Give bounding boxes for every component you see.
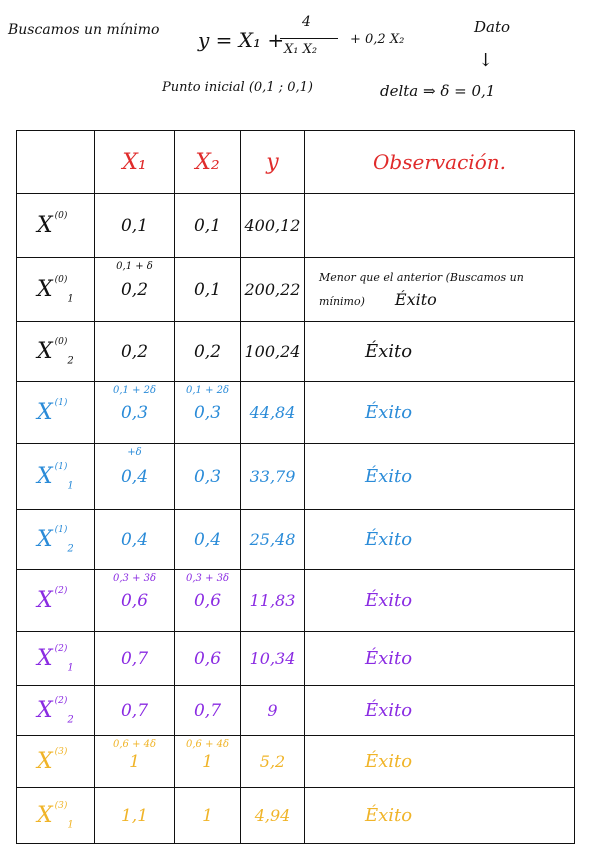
point-symbol: X [37, 645, 53, 671]
header-y: y [241, 131, 305, 194]
x1-cell [95, 258, 175, 322]
y-value: 25,48 [241, 510, 305, 570]
table-row [17, 632, 575, 686]
point-symbol: X [37, 463, 53, 489]
formula-lhs: y = X₁ + [198, 28, 285, 52]
point-symbol: X [37, 212, 53, 238]
point-symbol: X [37, 587, 53, 613]
formula-tail: + 0,2 X₂ [350, 32, 405, 47]
x2-cell [175, 322, 241, 382]
observation-note: Menor que el anterior (Buscamos un mínimo) [319, 270, 524, 308]
x2-value: 0,3 [193, 466, 222, 487]
x1-value: 0,6 [120, 590, 149, 611]
x1-value: 1 [129, 751, 140, 772]
y-value: 4,94 [241, 788, 305, 844]
x2-cell [175, 632, 241, 686]
table-row [17, 258, 575, 322]
x1-value: 0,4 [120, 466, 149, 487]
x1-value: 0,1 [120, 215, 149, 236]
observation-cell: Éxito [305, 382, 575, 444]
table-row [17, 788, 575, 844]
point-symbol: X [37, 276, 53, 302]
point-label [17, 322, 95, 382]
x1-cell [95, 444, 175, 510]
x2-expression: 0,3 + 3δ [185, 573, 230, 584]
y-value: 11,83 [241, 570, 305, 632]
iteration-superscript: (3) [54, 800, 68, 811]
point-symbol: X [37, 526, 53, 552]
point-label [17, 258, 95, 322]
y-value: 10,34 [241, 632, 305, 686]
table-row [17, 194, 575, 258]
step-subscript: 2 [67, 714, 74, 726]
x1-cell [95, 322, 175, 382]
table-row [17, 570, 575, 632]
y-value: 200,22 [241, 258, 305, 322]
table-body [17, 194, 575, 844]
point-label [17, 788, 95, 844]
x2-cell [175, 736, 241, 788]
objective-function [198, 8, 418, 58]
x1-value: 0,4 [120, 529, 149, 550]
iteration-superscript: (3) [54, 746, 68, 757]
x1-cell [95, 570, 175, 632]
formula-denominator: X₁ X₂ [284, 42, 318, 57]
x2-value: 0,6 [193, 590, 222, 611]
x1-cell [95, 194, 175, 258]
table-row [17, 736, 575, 788]
x2-value: 0,1 [193, 215, 222, 236]
x1-cell [95, 736, 175, 788]
observation-cell: Éxito [305, 686, 575, 736]
iteration-superscript: (0) [54, 210, 68, 221]
x1-expression: 0,3 + 3δ [112, 573, 157, 584]
x1-cell [95, 788, 175, 844]
observation-cell: Éxito [305, 632, 575, 686]
y-value: 100,24 [241, 322, 305, 382]
step-subscript: 2 [67, 355, 74, 367]
iteration-superscript: (0) [54, 336, 68, 347]
observation-result: Éxito [394, 289, 437, 309]
iteration-superscript: (2) [54, 585, 68, 596]
x1-cell [95, 382, 175, 444]
point-symbol: X [37, 802, 53, 828]
table-header-row [17, 131, 575, 194]
observation-cell: Éxito [305, 788, 575, 844]
given-label: Dato [474, 18, 511, 36]
y-value: 9 [241, 686, 305, 736]
table-row [17, 444, 575, 510]
observation-cell: Éxito [305, 570, 575, 632]
x1-value: 0,2 [120, 279, 149, 300]
x1-expression: +δ [127, 447, 142, 458]
table-row [17, 510, 575, 570]
observation-cell [305, 194, 575, 258]
header-x1: X₁ [95, 131, 175, 194]
iteration-superscript: (2) [54, 643, 68, 654]
x2-value: 0,2 [193, 341, 222, 362]
point-label [17, 686, 95, 736]
point-label [17, 444, 95, 510]
y-value: 33,79 [241, 444, 305, 510]
x2-expression: 0,1 + 2δ [185, 385, 230, 396]
observation-cell: Éxito [305, 736, 575, 788]
x2-value: 0,6 [193, 648, 222, 669]
y-value: 44,84 [241, 382, 305, 444]
point-symbol: X [37, 399, 53, 425]
point-symbol: X [37, 338, 53, 364]
header-empty [17, 131, 95, 194]
x1-expression: 0,1 + 2δ [112, 385, 157, 396]
x1-value: 0,2 [120, 341, 149, 362]
x2-cell [175, 686, 241, 736]
point-label [17, 382, 95, 444]
observation-cell: Éxito [305, 510, 575, 570]
x2-cell [175, 444, 241, 510]
x1-value: 0,7 [120, 700, 149, 721]
point-label [17, 510, 95, 570]
y-value: 5,2 [241, 736, 305, 788]
x1-value: 0,3 [120, 402, 149, 423]
objective-text: Buscamos un mínimo [8, 22, 160, 38]
table-row [17, 382, 575, 444]
x2-value: 0,3 [193, 402, 222, 423]
iteration-superscript: (0) [54, 274, 68, 285]
x1-expression: 0,1 + δ [116, 261, 153, 272]
x2-cell [175, 382, 241, 444]
arrow-down-icon: ↓ [478, 50, 494, 71]
step-subscript: 2 [67, 543, 74, 555]
x2-value: 1 [202, 751, 213, 772]
point-label [17, 736, 95, 788]
x2-cell [175, 570, 241, 632]
iteration-superscript: (1) [54, 524, 68, 535]
header-observation: Observación. [305, 131, 575, 194]
x1-cell [95, 686, 175, 736]
table-row [17, 686, 575, 736]
x1-cell [95, 632, 175, 686]
x2-value: 0,1 [193, 279, 222, 300]
step-subscript: 1 [67, 662, 74, 674]
y-value: 400,12 [241, 194, 305, 258]
point-symbol: X [37, 697, 53, 723]
x2-value: 1 [202, 805, 213, 826]
x2-cell [175, 788, 241, 844]
point-label [17, 194, 95, 258]
x1-cell [95, 510, 175, 570]
x1-expression: 0,6 + 4δ [112, 739, 157, 750]
start-point: Punto inicial (0,1 ; 0,1) [162, 80, 313, 95]
delta-value: delta ⇒ δ = 0,1 [380, 82, 496, 100]
point-symbol: X [37, 748, 53, 774]
observation-cell: Éxito [305, 444, 575, 510]
observation-cell: Éxito [305, 322, 575, 382]
x2-cell [175, 510, 241, 570]
iteration-superscript: (1) [54, 461, 68, 472]
iteration-superscript: (2) [54, 695, 68, 706]
x2-cell [175, 194, 241, 258]
table-row [17, 322, 575, 382]
step-subscript: 1 [67, 819, 74, 831]
iteration-table [16, 130, 575, 844]
x1-value: 1,1 [120, 805, 149, 826]
iteration-superscript: (1) [54, 397, 68, 408]
formula-numerator: 4 [302, 14, 311, 30]
point-label [17, 632, 95, 686]
header-x2: X₂ [175, 131, 241, 194]
step-subscript: 1 [67, 293, 74, 305]
step-subscript: 1 [67, 480, 74, 492]
x1-value: 0,7 [120, 648, 149, 669]
x2-expression: 0,6 + 4δ [185, 739, 230, 750]
point-label [17, 570, 95, 632]
x2-value: 0,7 [193, 700, 222, 721]
observation-cell [305, 258, 575, 322]
x2-cell [175, 258, 241, 322]
x2-value: 0,4 [193, 529, 222, 550]
fraction-bar [280, 38, 338, 39]
